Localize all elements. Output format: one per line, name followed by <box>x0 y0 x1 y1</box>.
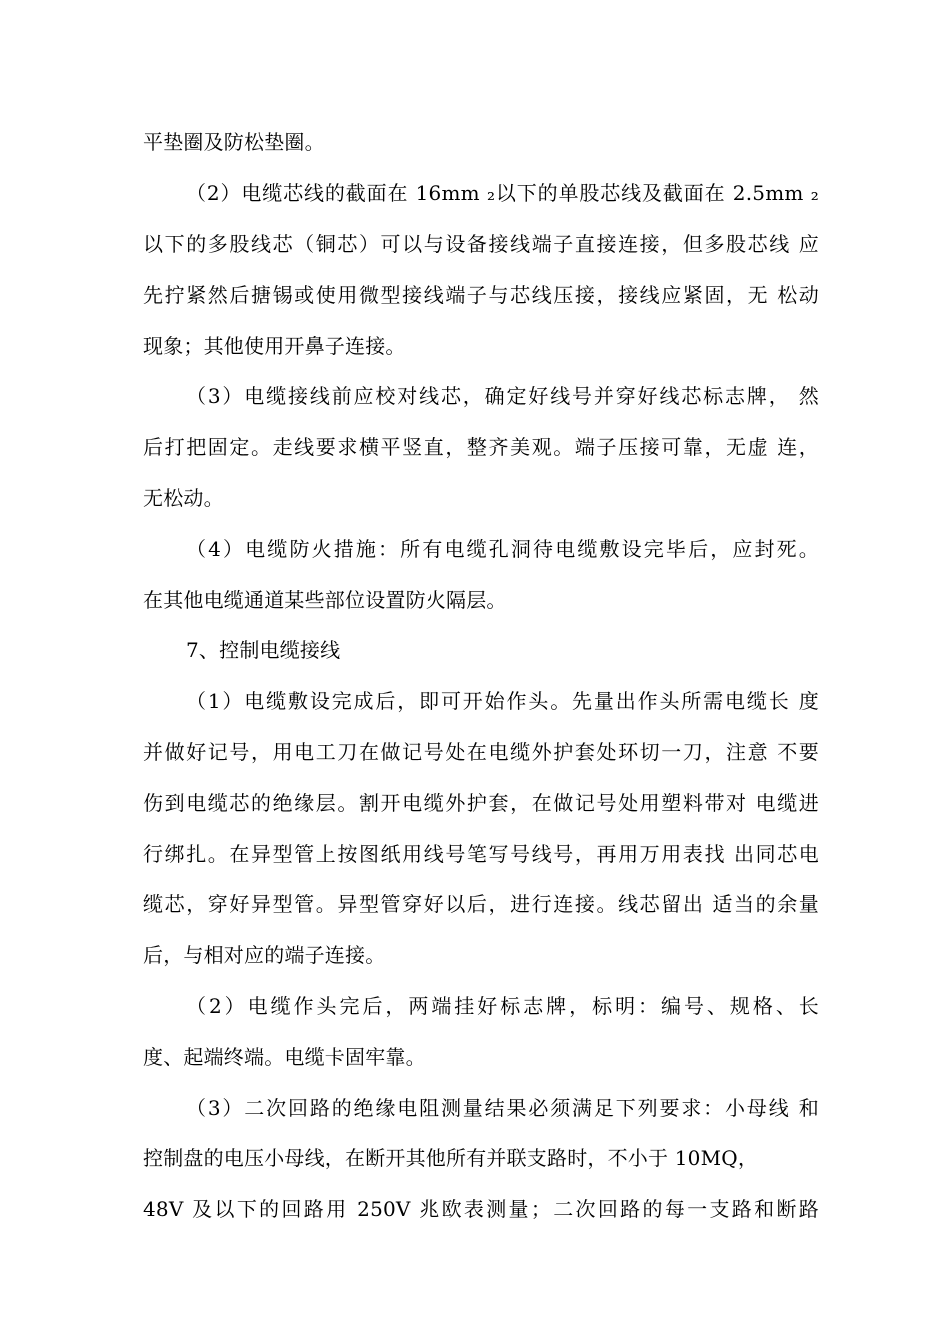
text-line-5: 现象；其他使用开鼻子连接。 <box>143 334 406 358</box>
text-line-10: 在其他电缆通道某些部位设置防火隔层。 <box>143 588 507 612</box>
text-line-3: 以下的多股线芯（铜芯）可以与设备接线端子直接连接，但多股芯线 应 <box>143 232 819 256</box>
text-line-7: 后打把固定。走线要求横平竖直，整齐美观。端子压接可靠，无虚 连， <box>143 435 819 459</box>
text-line-14: 伤到电缆芯的绝缘层。割开电缆外护套，在做记号处用塑料带对 电缆进 <box>143 791 819 815</box>
text-line-8: 无松动。 <box>143 486 224 510</box>
text-line-20: （3）二次回路的绝缘电阻测量结果必须满足下列要求：小母线 和 <box>186 1096 819 1120</box>
text-line-15: 行绑扎。在异型管上按图纸用线号笔写号线号，再用万用表找 出同芯电 <box>143 842 819 866</box>
text-line-2: （2）电缆芯线的截面在 16mm ₂以下的单股芯线及截面在 2.5mm ₂ <box>186 181 819 205</box>
text-line-19: 度、起端终端。电缆卡固牢靠。 <box>143 1045 426 1069</box>
text-line-9: （4）电缆防火措施：所有电缆孔洞待电缆敷设完毕后，应封死。 <box>186 537 819 561</box>
text-line-12: （1）电缆敷设完成后，即可开始作头。先量出作头所需电缆长 度 <box>186 689 819 713</box>
text-line-18: （2）电缆作头完后，两端挂好标志牌，标明：编号、规格、长 <box>186 994 819 1018</box>
text-line-21: 控制盘的电压小母线，在断开其他所有并联支路时，不小于 10MQ， <box>143 1146 759 1170</box>
text-line-6: （3）电缆接线前应校对线芯，确定好线号并穿好线芯标志牌， 然 <box>186 384 819 408</box>
text-line-22: 48V 及以下的回路用 250V 兆欧表测量；二次回路的每一支路和断路 <box>143 1197 819 1221</box>
text-line-4: 先拧紧然后搪锡或使用微型接线端子与芯线压接，接线应紧固，无 松动 <box>143 283 819 307</box>
text-line-17: 后，与相对应的端子连接。 <box>143 943 386 967</box>
text-line-1: 平垫圈及防松垫圈。 <box>143 130 325 154</box>
section-heading: 7、控制电缆接线 <box>186 638 341 662</box>
text-line-13: 并做好记号，用电工刀在做记号处在电缆外护套处环切一刀，注意 不要 <box>143 740 819 764</box>
text-line-16: 缆芯，穿好异型管。异型管穿好以后，进行连接。线芯留出 适当的余量 <box>143 892 819 916</box>
